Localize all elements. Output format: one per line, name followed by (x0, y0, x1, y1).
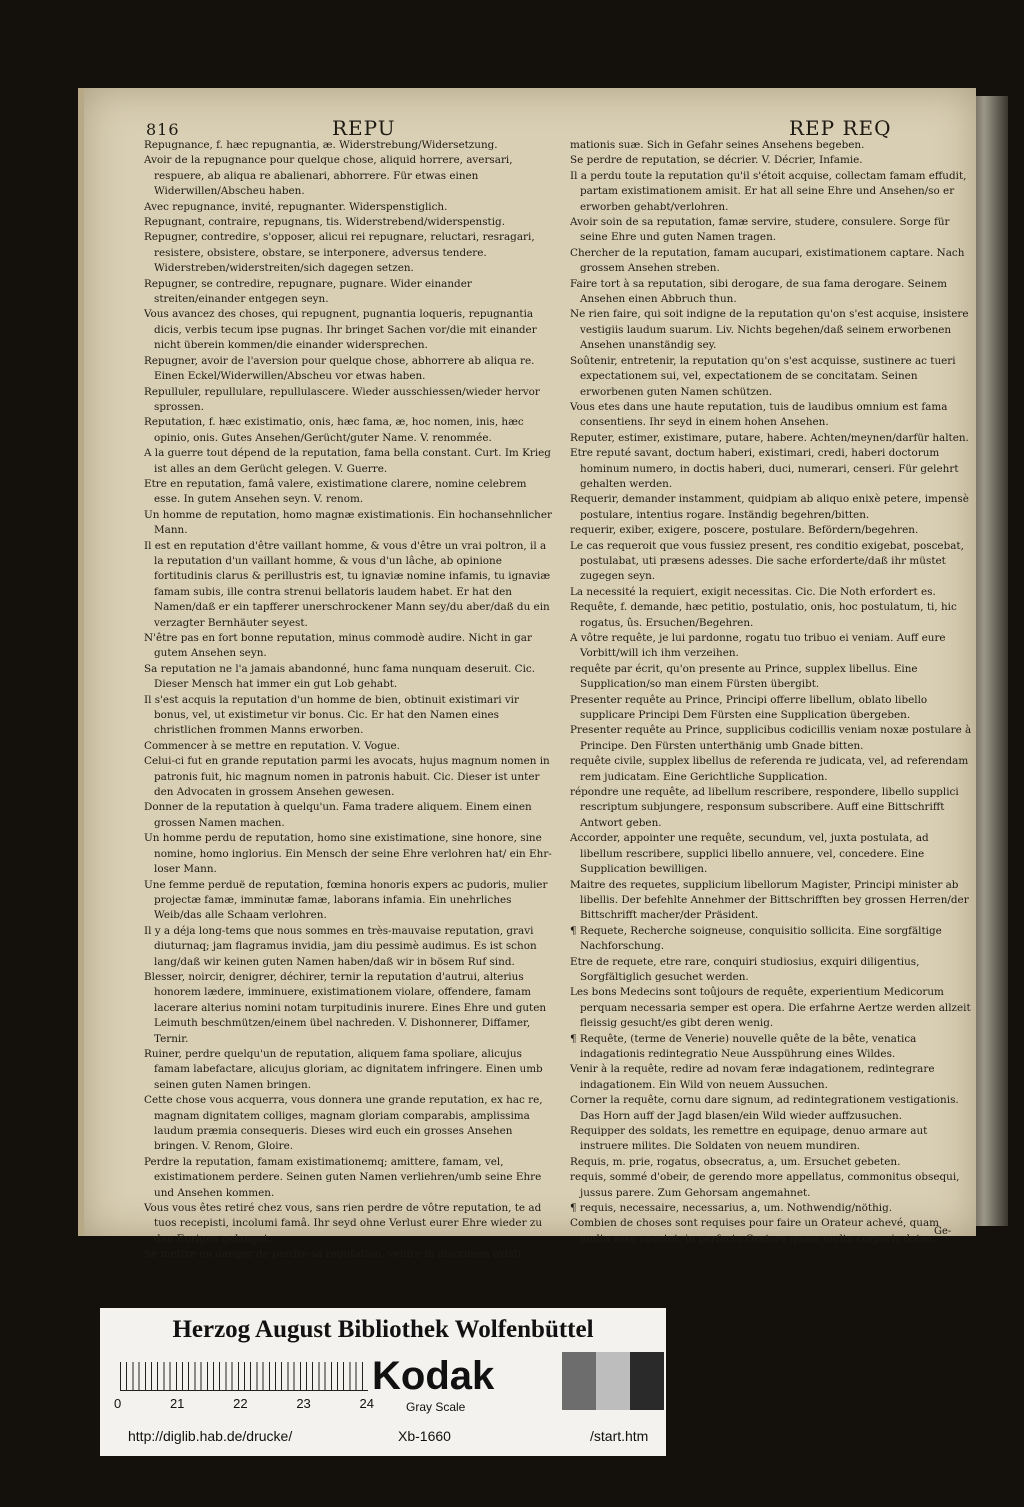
running-head-right: REP REQ (789, 116, 892, 140)
shelfmark: Xb-1660 (398, 1428, 451, 1444)
dictionary-entry: Faire tort à sa reputation, sibi derogare, de sua fama derogare. Seinem Ansehen einen Abbruch thun. (570, 277, 947, 306)
dictionary-entry: Presenter requête au Prince, supplicibus codicillis veniam noxæ postulare à Principe. Den Fürsten unterthänig umb Gnade bitten. (570, 724, 972, 752)
dictionary-entry: Repulluler, repullulare, repullulascere. Wieder ausschiessen/wieder hervor sprossen. (144, 385, 540, 413)
dictionary-entry: Avoir de la repugnance pour quelque chose, aliquid horrere, aversari, respuere, ab aliqua re abalienari, abhorrere. Für etwas einen Widerwillen/Abscheu haben. (144, 154, 513, 198)
ruler-number: 24 (359, 1396, 374, 1411)
dictionary-entry: Il s'est acquis la reputation d'un homme de bien, obtinuit existimari vir bonus, vel, ut existimetur vir bonus. Cic. Er hat den Namen eines christlichen frommen Manns erworben. (144, 693, 519, 737)
dictionary-entry: Il a perdu toute la reputation qu'il s'étoit acquise, collectam famam effudit, partam existimationem amisit. Er hat all seine Ehre und Ansehen/so er erworben gehabt/verlohren. (570, 169, 967, 213)
dictionary-entry: Corner la requête, cornu dare signum, ad redintegrationem vestigationis. Das Horn auff der Jagd blasen/ein Wild wieder auffzusuchen. (570, 1094, 959, 1122)
dictionary-entry: Etre de requete, etre rare, conquiri studiosius, exquiri diligentius, Sorgfältiglich gesuchet werden. (570, 955, 920, 983)
dictionary-entry: Avec repugnance, invité, repugnanter. Widerspenstiglich. (144, 200, 448, 213)
dictionary-entry: Se mettre en danger de perdre sa reputation, venire in discrimen existi- (144, 1248, 525, 1261)
dictionary-entry: Reputation, f. hæc existimatio, onis, hæc fama, æ, hoc nomen, inis, hæc opinio, onis. Gutes Ansehen/Gerücht/guter Name. V. renommée. (144, 416, 524, 444)
url-left: http://diglib.hab.de/drucke/ (128, 1428, 293, 1444)
book-page (78, 88, 976, 1261)
dictionary-entry: Repugnance, f. hæc repugnantia, æ. Widerstrebung/Widersetzung. (144, 139, 498, 151)
kodak-logo: Kodak (372, 1354, 495, 1398)
dictionary-entry: Un homme perdu de reputation, homo sine existimatione, sine honore, sine nomine, homo inglorius. Ein Mensch der seine Ehre verlohren hat/ ein Ehr-loser Mann. (144, 832, 552, 876)
running-head-left: REPU (332, 116, 396, 140)
ruler-number: 23 (296, 1396, 311, 1411)
dictionary-entry: ¶ Requête, (terme de Venerie) nouvelle quête de la bête, venatica indagationis redintegratio Neue Ausspührung eines Wildes. (570, 1032, 917, 1060)
ruler-number: 0 (114, 1396, 122, 1411)
dictionary-entry: Etre en reputation, famâ valere, existimatione clarere, nomine celebrem esse. In gutem Ansehen seyn. V. renom. (144, 477, 527, 506)
dictionary-entry: Presenter requête au Prince, Principi offerre libellum, oblato libello supplicare Principi Dem Fürsten eine Supplication übergeben. (570, 693, 928, 722)
right-column (570, 138, 972, 1247)
ruler-scale (120, 1362, 368, 1391)
dictionary-entry: Le cas requeroit que vous fussiez present, res conditio exigebat, poscebat, postulabat, uti præsens adesses. Die sache erforderte/daß ihr müstet zugegen seyn. (570, 539, 964, 583)
dictionary-entry: Un homme de reputation, homo magnæ existimationis. Ein hochansehnlicher Mann. (144, 508, 552, 537)
gray-swatch (596, 1352, 630, 1410)
ruler-numbers (114, 1396, 374, 1411)
dictionary-entry: La necessité la requiert, exigit necessitas. Cic. Die Noth erfordert es. (570, 585, 936, 598)
ruler-number: 22 (233, 1396, 248, 1411)
dictionary-entry: Donner de la reputation à quelqu'un. Fama tradere aliquem. Einem einen grossen Namen machen. (144, 801, 532, 829)
dictionary-entry: ¶ requis, necessaire, necessarius, a, um. Nothwendig/nöthig. (570, 1202, 893, 1215)
institution-name: Herzog August Bibliothek Wolfenbüttel (172, 1316, 594, 1343)
dictionary-entry: Il est en reputation d'être vaillant homme, & vous d'être un vrai poltron, il a la reputation d'un vaillant homme, & vous d'un lâche, ab opinione fortitudinis clarus & perillustris est, tu ignaviæ nomine infamis, tu ignaviæ famam subis, ille contra strenui bellatoris laudem habet. Er hat den Namen/daß er ein tapfferer unerschrockener Mann sey/du aber/daß du ein verzagter Bernhäuter seyest. (144, 539, 551, 629)
dictionary-entry: Repugnant, contraire, repugnans, tis. Widerstrebend/widerspenstig. (144, 216, 505, 229)
gray-swatch (562, 1352, 596, 1410)
dictionary-entry: Soûtenir, entretenir, la reputation qu'on s'est acquisse, sustinere ac tueri expectationem sui, vel, expectationem de se concitatam. Seinen erworbenen guten Namen schützen. (570, 354, 956, 398)
dictionary-entry: Reputer, estimer, existimare, putare, habere. Achten/meynen/darfür halten. (570, 431, 969, 444)
dictionary-entry: ¶ Requete, Recherche soigneuse, conquisitio sollicita. Eine sorgfältige Nachforschung. (570, 924, 942, 953)
dictionary-entry: Requis, m. prie, rogatus, obsecratus, a, um. Ersuchet gebeten. (570, 1155, 901, 1168)
dictionary-entry: requête civile, supplex libellus de referenda re judicata, vel, ad referendam rem judicatam. Eine Gerichtliche Supplication. (570, 755, 969, 783)
dictionary-entry: Requerir, demander instamment, quidpiam ab aliquo enixè petere, impensè postulare, intentius rogare. Inständig begehren/bitten. (570, 493, 969, 521)
url-right: /start.htm (590, 1428, 649, 1444)
dictionary-entry: Requipper des soldats, les remettre en equipage, denuo armare aut instruere milites. Die Soldaten von neuem mundiren. (570, 1125, 928, 1153)
dictionary-entry: Etre reputé savant, doctum haberi, existimari, credi, haberi doctorum hominum numero, in doctis haberi, duci, numerari, censeri. Für gelehrt gehalten werden. (570, 447, 959, 490)
left-column (144, 138, 554, 1263)
dictionary-entry: mationis suæ. Sich in Gefahr seines Ansehens begeben. (570, 139, 865, 151)
dictionary-entry: requerir, exiber, exigere, poscere, postulare. Befördern/begehren. (570, 524, 919, 537)
gray-swatches (562, 1352, 664, 1410)
page-number: 816 (146, 120, 180, 139)
catchword: Ge- (934, 1226, 952, 1237)
dictionary-entry: répondre une requête, ad libellum rescribere, respondere, libello supplici rescriptum subjungere, responsum subscribere. Auff eine Bittschrifft Antwort geben. (570, 786, 959, 829)
dictionary-entry: Chercher de la reputation, famam aucupari, existimationem captare. Nach grossem Ansehen streben. (570, 246, 965, 275)
dictionary-entry: Venir à la requête, redire ad novam feræ indagationem, redintegrare indagationem. Ein Wild von neuem Aussuchen. (570, 1063, 935, 1091)
dictionary-entry: requis, sommé d'obeir, de gerendo more appellatus, commonitus obsequi, jussus parere. Zum Gehorsam angemahnet. (570, 1171, 960, 1199)
dictionary-entry: Celui-ci fut en grande reputation parmi les avocats, hujus magnum nomen in patronis fuit, hic magnum nomen in patronis habuit. Cic. Dieser ist unter den Advocaten in grossem Ansehen gewesen. (144, 755, 550, 799)
dictionary-entry: Vous etes dans une haute reputation, tuis de laudibus omnium est fama consentiens. Ihr seyd in einem hohen Ansehen. (570, 400, 948, 429)
gray-swatch (630, 1352, 664, 1410)
ruler-number: 21 (169, 1396, 185, 1411)
dictionary-entry: Vous vous êtes retiré chez vous, sans rien perdre de vôtre reputation, te ad tuos recepisti, incolumi famâ. Ihr seyd ohne Verlust eurer Ehre wieder zu den Eurigen gelanget. (144, 1202, 543, 1245)
dictionary-entry: A la guerre tout dépend de la reputation, fama bella constant. Curt. Im Krieg ist alles an dem Gerücht gelegen. V. Guerre. (144, 447, 551, 475)
dictionary-entry: Une femme perduë de reputation, fœmina honoris expers ac pudoris, mulier projectæ famæ, imminutæ famæ, laborans infamia. Ein unehrliches Weib/das alle Schaam verlohren. (144, 878, 548, 922)
dictionary-entry: Vous avancez des choses, qui repugnent, pugnantia loqueris, repugnantia dicis, verbis tecum ipse pugnas. Ihr bringet Sachen vor/die mit einander nicht überein kommen/die einander widersprechen. (144, 308, 537, 352)
dictionary-entry: Accorder, appointer une requête, secundum, vel, juxta postulata, ad libellum rescribere, supplici libello annuere, vel, concedere. Eine Supplication bewilligen. (570, 832, 929, 876)
dictionary-entry: Avoir soin de sa reputation, famæ servire, studere, consulere. Sorge für seine Ehre und guten Namen tragen. (570, 216, 950, 244)
dictionary-entry: Repugner, se contredire, repugnare, pugnare. Wider einander streiten/einander entgegen seyn. (144, 277, 472, 306)
dictionary-entry: Combien de choses sont requises pour faire un Orateur achevé, quam multa esse oportet, in perfecto Oratore quam multa corporis dotes. (570, 1217, 939, 1245)
dictionary-entry: Blesser, noircir, denigrer, déchirer, ternir la reputation d'autrui, alterius honorem lædere, imminuere, existimationem violare, offendere, famam lacerare alterius nomini notam turpitudinis inurere. Eines Ehre und guten Leimuth beschmützen/einem übel nachreden. V. Dishonnerer, Diffamer, Ternir. (144, 970, 547, 1045)
gray-scale-label: Gray Scale (406, 1400, 466, 1414)
dictionary-entry: Sa reputation ne l'a jamais abandonné, hunc fama nunquam deseruit. Cic. Dieser Mensch hat immer ein gut Lob gehabt. (144, 662, 536, 691)
color-target (100, 1308, 666, 1456)
dictionary-entry: N'être pas en fort bonne reputation, minus commodè audire. Nicht in gar gutem Ansehen seyn. (144, 632, 532, 660)
dictionary-entry: Se perdre de reputation, se décrier. V. Décrier, Infamie. (570, 154, 863, 167)
dictionary-entry: Ne rien faire, qui soit indigne de la reputation qu'on s'est acquise, insistere vestigiis laudum suarum. Liv. Nichts begehen/daß seinem erworbenen Ansehen unanständig sey. (570, 308, 969, 352)
dictionary-entry: Repugner, avoir de l'aversion pour quelque chose, abhorrere ab aliqua re. Einen Eckel/Widerwillen/Abscheu vor etwas haben. (144, 354, 535, 383)
dictionary-entry: Il y a déja long-tems que nous sommes en très-mauvaise reputation, gravi diuturnaq; jam flagramus invidia, jam diu pessimè audimus. Es ist schon lang/daß wir keinen guten Namen haben/daß wir in bösem Ruf sind. (144, 924, 537, 968)
dictionary-entry: Cette chose vous acquerra, vous donnera une grande reputation, ex hac re, magnam dignitatem colliges, magnam gloriam comparabis, amplissima laudum præmia consequeris. Dieses wird euch ein grosses Ansehen bringen. V. Renom, Gloire. (144, 1094, 543, 1153)
dictionary-entry: Requête, f. demande, hæc petitio, postulatio, onis, hoc postulatum, ti, hic rogatus, ûs. Ersuchen/Begehren. (570, 601, 957, 629)
dictionary-entry: A vôtre requête, je lui pardonne, rogatu tuo tribuo ei veniam. Auff eure Vorbitt/will ich ihm verzeihen. (570, 632, 946, 660)
dictionary-entry: Maitre des requetes, supplicium libellorum Magister, Principi minister ab libellis. Der befehlte Annehmer der Bittschrifften bey grossen Herren/der Bittschrifft macher/der Präsident. (570, 878, 969, 922)
dictionary-entry: Perdre la reputation, famam existimationemq; amittere, famam, vel, existimationem perdere. Seinen guten Namen verliehren/umb seine Ehre und Ansehen kommen. (144, 1155, 542, 1199)
dictionary-entry: requête par écrit, qu'on presente au Prince, supplex libellus. Eine Supplication/so man einem Fürsten übergibt. (570, 662, 918, 691)
dictionary-entry: Les bons Medecins sont toûjours de requête, experientium Medicorum perquam necessaria semper est opera. Die erfahrne Aertze werden allzeit fleissig gesucht/es gibt deren wenig. (570, 986, 971, 1030)
dictionary-entry: Ruiner, perdre quelqu'un de reputation, aliquem fama spoliare, alicujus famam labefactare, alicujus gloriam, ac dignitatem infringere. Einen umb seinen guten Namen bringen. (144, 1047, 543, 1091)
dictionary-entry: Commencer à se mettre en reputation. V. Vogue. (144, 739, 400, 752)
dictionary-entry: Repugner, contredire, s'opposer, alicui rei repugnare, reluctari, resragari, resistere, obsistere, obstare, se interponere, adversus tendere. Widerstreben/widerstreiten/sich dagegen setzen. (144, 231, 535, 275)
